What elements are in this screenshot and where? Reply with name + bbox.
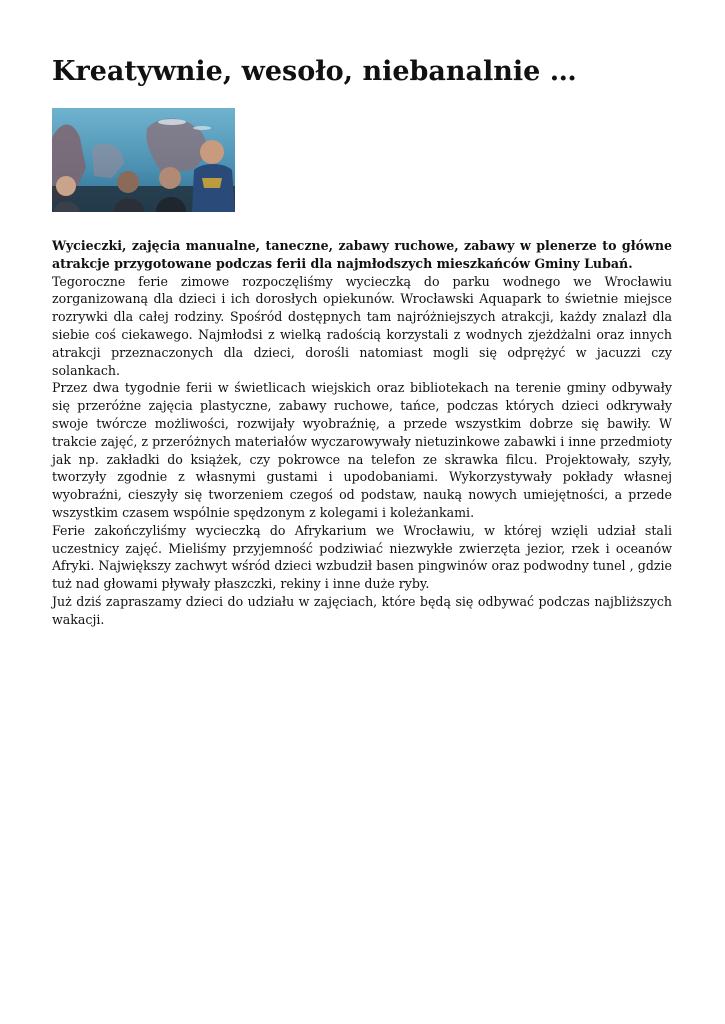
article-lead: Wycieczki, zajęcia manualne, taneczne, zabawy ruchowe, zabawy w plenerze to główne atrakcje przygotowane podczas ferii dla najmłodszych mieszkańców Gminy Lubań. bbox=[52, 238, 672, 271]
article-paragraph-afrykarium: Ferie zakończyliśmy wycieczką do Afrykarium we Wrocławiu, w której wzięli udział stali uczestnicy zajęć. Mieliśmy przyjemność podziwiać niezwykłe zwierzęta jezior, rzek i oceanów Afryki. Największy zachwyt wśród dzieci wzbudził basen pingwinów oraz podwodny tunel , gdzie tuż nad głowami pływały płaszczki, rekiny i inne duże ryby. bbox=[52, 522, 672, 592]
article-photo bbox=[52, 108, 235, 212]
article-body bbox=[52, 237, 672, 629]
article-paragraph-workshops: Przez dwa tygodnie ferii w świetlicach wiejskich oraz bibliotekach na terenie gminy odbywały się przeróżne zajęcia plastyczne, zabawy ruchowe, tańce, podczas których dzieci odkrywały swoje twórcze możliwości, rozwijały wyobraźnię, a przede wszystkim dobrze się bawiły. W trakcie zajęć, z przeróżnych materiałów wyczarowywały nietuzinkowe zabawki i inne przedmioty jak np. zakładki do książek, czy pokrowce na telefon ze skrawka filcu. Projektowały, szyły, tworzyły zgodnie z własnymi gustami i upodobaniami. Wykorzystywały pokłady własnej wyobraźni, cieszyły się tworzeniem czegoś od podstaw, nauką nowych umiejętności, a przede wszystkim czasem wspólnie spędzonym z kolegami i koleżankami. bbox=[52, 380, 672, 520]
aquarium-photo-image bbox=[52, 108, 235, 212]
article-paragraph-aquapark: Tegoroczne ferie zimowe rozpoczęliśmy wycieczką do parku wodnego we Wrocławiu zorganizowaną dla dzieci i ich dorosłych opiekunów. Wrocławski Aquapark to świetnie miejsce rozrywki dla całej rodziny. Spośród dostępnych tam najróżniejszych atrakcji, każdy znalazł dla siebie coś ciekawego. Najmłodsi z wielką radością korzystali z wodnych zjeżdżalni oraz innych atrakcji przeznaczonych dla dzieci, dorośli natomiast mogli się odprężyć w jacuzzi czy solankach. bbox=[52, 273, 672, 378]
article-title: Kreatywnie, wesoło, niebanalnie … bbox=[52, 56, 577, 87]
article-paragraph-invitation: Już dziś zapraszamy dzieci do udziału w zajęciach, które będą się odbywać podczas najbliższych wakacji. bbox=[52, 593, 672, 627]
